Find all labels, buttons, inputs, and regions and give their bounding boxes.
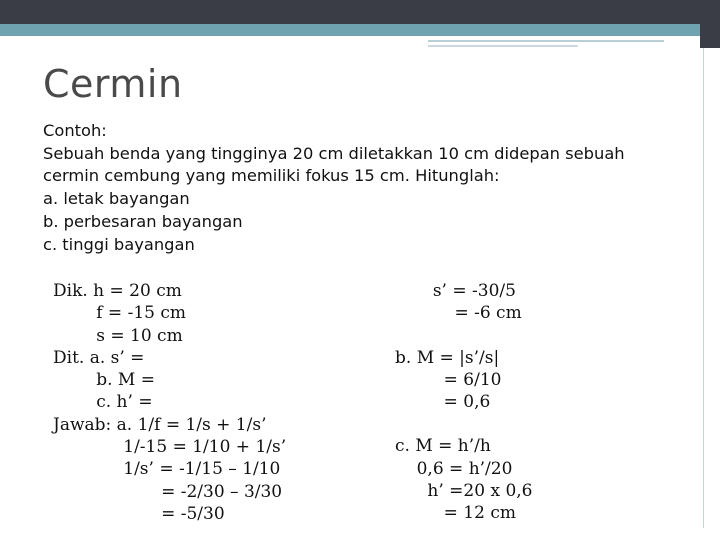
solution-line: c. M = h’/h xyxy=(395,436,491,457)
solution-line: s = 10 cm xyxy=(53,325,183,346)
solution-line: = 0,6 xyxy=(395,392,491,413)
problem-line: cermin cembung yang memiliki fokus 15 cm. Hitunglah: xyxy=(43,166,500,186)
solution-line: f = -15 cm xyxy=(53,303,186,324)
solution-line: c. h’ = xyxy=(53,392,153,413)
problem-line: Contoh: xyxy=(43,121,107,140)
accent-strip xyxy=(0,24,700,36)
decor-line xyxy=(428,40,664,42)
problem-statement xyxy=(43,120,625,256)
solution-line: = 6/10 xyxy=(395,369,502,390)
solution-line: b. M = xyxy=(53,370,155,391)
solution-line: = -6 cm xyxy=(395,303,522,324)
header-bar xyxy=(0,0,700,24)
solution-line: Dik. h = 20 cm xyxy=(53,281,182,301)
solution-line: h’ =20 x 0,6 xyxy=(395,481,533,502)
solution-left-column xyxy=(53,280,286,525)
solution-line: 0,6 = h’/20 xyxy=(395,458,513,479)
solution-line: b. M = |s’/s| xyxy=(395,347,500,368)
right-border-line xyxy=(703,48,704,528)
solution-line: 1/-15 = 1/10 + 1/s’ xyxy=(53,437,287,458)
problem-line: c. tinggi bayangan xyxy=(43,234,195,254)
slide-title: Cermin xyxy=(43,62,183,106)
solution-right-column xyxy=(395,280,533,525)
solution-line: 1/s’ = -1/15 – 1/10 xyxy=(53,459,281,480)
solution-line: Jawab: a. 1/f = 1/s + 1/s’ xyxy=(53,414,267,435)
solution-line: s’ = -30/5 xyxy=(395,281,516,301)
decor-line xyxy=(428,45,578,47)
solution-line: = -2/30 – 3/30 xyxy=(53,481,283,502)
spacer xyxy=(395,325,533,347)
problem-line: Sebuah benda yang tingginya 20 cm diletakkan 10 cm didepan sebuah xyxy=(43,143,625,163)
spacer xyxy=(395,413,533,435)
solution-line: = 12 cm xyxy=(395,503,516,524)
solution-line: = -5/30 xyxy=(53,503,225,524)
problem-line: a. letak bayangan xyxy=(43,189,190,209)
problem-line: b. perbesaran bayangan xyxy=(43,211,243,231)
solution-line: Dit. a. s’ = xyxy=(53,347,145,368)
header-corner-bar xyxy=(700,0,720,48)
